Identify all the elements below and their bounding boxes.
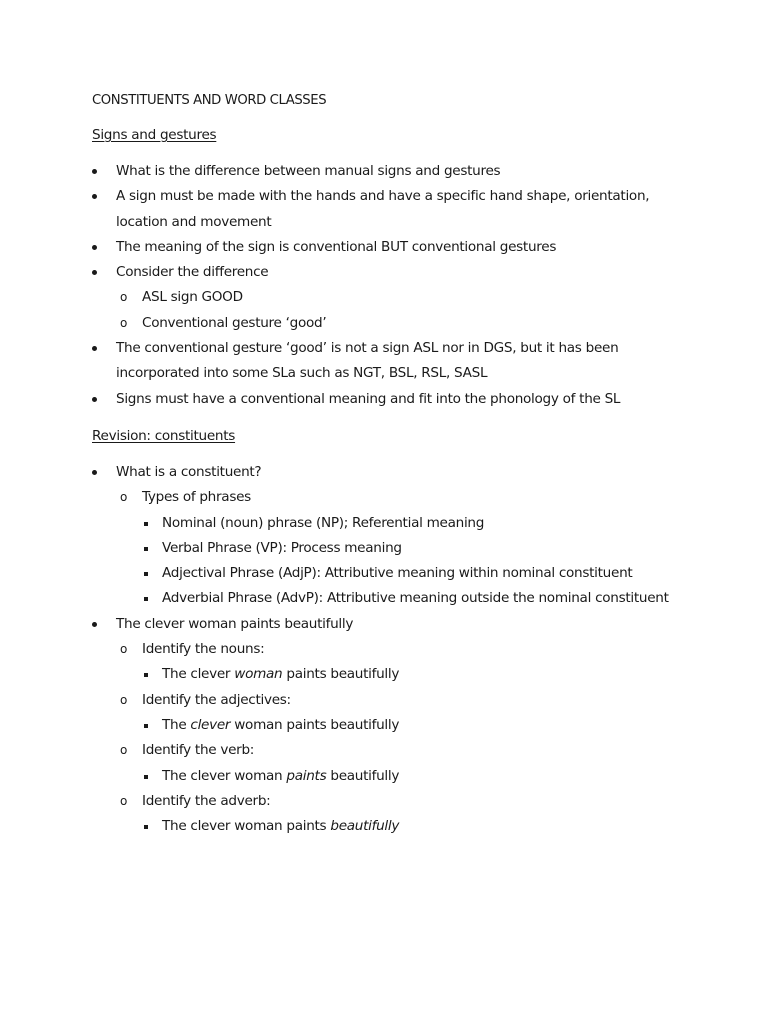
example-sentence xyxy=(142,713,676,738)
list-item-text: Nominal (noun) phrase (NP); Referential meaning xyxy=(162,514,485,531)
list-item-text: The meaning of the sign is conventional BUT conventional gestures xyxy=(116,238,557,255)
list-item-text: Identify the nouns: xyxy=(142,641,265,658)
example-text: woman paints beautifully xyxy=(230,716,400,733)
list-item xyxy=(92,460,676,612)
sublist-item xyxy=(116,738,676,789)
list-item xyxy=(92,184,676,235)
list-item-text: Signs must have a conventional meaning and fit into the phonology of the SL xyxy=(116,390,621,407)
highlighted-word: paints xyxy=(286,767,327,784)
list-item xyxy=(92,336,676,387)
list-item-text: Adverbial Phrase (AdvP): Attributive meaning outside the nominal constituent xyxy=(162,590,669,607)
phrase-types-list xyxy=(142,511,676,612)
sublist-item xyxy=(116,637,676,688)
list-item-text: What is the difference between manual signs and gestures xyxy=(116,163,501,179)
sublist-item xyxy=(116,789,676,840)
list-item-text: Verbal Phrase (VP): Process meaning xyxy=(162,539,402,556)
list-item xyxy=(92,235,676,260)
example-sentence xyxy=(142,764,676,789)
example-list xyxy=(142,814,676,839)
list-item-text: Identify the adverb: xyxy=(142,792,271,809)
list-item xyxy=(92,159,676,184)
sublist-item xyxy=(116,688,676,739)
example-text: The xyxy=(162,716,191,733)
sublist-item xyxy=(116,311,676,336)
document-title: CONSTITUENTS AND WORD CLASSES xyxy=(92,93,327,108)
example-text: paints beautifully xyxy=(282,666,400,683)
sublist xyxy=(116,485,676,611)
highlighted-word: woman xyxy=(234,666,283,683)
phrase-type-item xyxy=(142,536,676,561)
example-list xyxy=(142,764,676,789)
example-list xyxy=(142,713,676,738)
list-item-text: Identify the verb: xyxy=(142,742,255,759)
sublist xyxy=(116,285,676,336)
list-item-text: Identify the adjectives: xyxy=(142,691,291,708)
example-list xyxy=(142,662,676,687)
list-item xyxy=(92,387,676,412)
highlighted-word: beautifully xyxy=(330,818,400,835)
list-item-text: The conventional gesture ‘good’ is not a sign ASL nor in DGS, but it has been incorporated into some SLa such as NGT, BSL, RSL, SASL xyxy=(116,340,619,382)
section-heading-revision-constituents: Revision: constituents xyxy=(92,427,236,444)
example-text: The clever xyxy=(162,666,235,683)
list-item xyxy=(92,612,676,840)
list-item-text: Conventional gesture ‘good’ xyxy=(142,314,327,331)
list-item-text: The clever woman paints beautifully xyxy=(116,615,354,632)
list-item-text: ASL sign GOOD xyxy=(142,289,243,306)
list-item-text: A sign must be made with the hands and have a specific hand shape, orientation, location and movement xyxy=(116,188,650,230)
list-item xyxy=(92,260,676,336)
list-item-text: What is a constituent? xyxy=(116,463,262,480)
list-item-text: Types of phrases xyxy=(142,489,251,506)
example-text: The clever woman xyxy=(162,767,287,784)
section-heading-signs-gestures: Signs and gestures xyxy=(92,127,217,143)
example-text: The clever woman paints xyxy=(162,818,331,835)
constituents-list xyxy=(92,460,676,839)
highlighted-word: clever xyxy=(190,716,231,733)
list-item-text: Adjectival Phrase (AdjP): Attributive meaning within nominal constituent xyxy=(162,565,633,582)
phrase-type-item xyxy=(142,561,676,586)
example-sentence xyxy=(142,814,676,839)
phrase-type-item xyxy=(142,586,676,611)
example-text: beautifully xyxy=(326,767,400,784)
signs-gestures-list xyxy=(92,159,676,412)
example-sentence xyxy=(142,662,676,687)
sublist xyxy=(116,637,676,839)
sublist-item xyxy=(116,285,676,310)
phrase-type-item xyxy=(142,511,676,536)
list-item-text: Consider the difference xyxy=(116,264,269,281)
sublist-item xyxy=(116,485,676,611)
